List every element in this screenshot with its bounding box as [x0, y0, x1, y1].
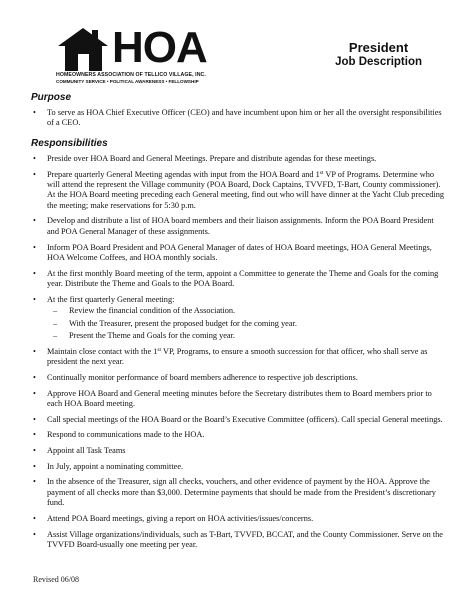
document-body	[33, 92, 447, 556]
responsibilities-list	[33, 154, 447, 551]
list-item: • At the first quarterly General meeting: – Review the financial condition of the Association. – With the Treasurer, present the proposed budget for the coming year. – Present the Theme and Goals for the coming year.	[33, 295, 447, 342]
list-item: • To serve as HOA Chief Executive Officer (CEO) and have incumbent upon him or her all the oversight responsibilities of a CEO.	[33, 108, 447, 129]
list-item: • Respond to communications made to the HOA.	[33, 430, 447, 440]
list-item: • Assist Village organizations/individuals, such as T-Bart, TVVFD, BCCAT, and the County Commissioner. Serve on the TVVFD Board-usually one meeting per year.	[33, 530, 447, 551]
list-item: • Preside over HOA Board and General Meetings. Prepare and distribute agendas for these meetings.	[33, 154, 447, 164]
title-block	[335, 40, 422, 69]
list-item: • Approve HOA Board and General meeting minutes before the Secretary distributes them to Board members prior to each HOA Board meeting.	[33, 389, 447, 410]
list-item: • Attend POA Board meetings, giving a report on HOA activities/issues/concerns.	[33, 514, 447, 524]
list-item: • Continually monitor performance of board members adherence to respective job descriptions.	[33, 373, 447, 383]
list-item: • Develop and distribute a list of HOA board members and their liaison assignments. Inform the POA Board President and POA General Manager of these assignments.	[33, 216, 447, 237]
purpose-list	[33, 108, 447, 129]
list-item: • In July, appoint a nominating committee.	[33, 462, 447, 472]
list-item: • Maintain close contact with the 1st VP, Programs, to ensure a smooth succession for that officer, who shall serve as president the next year.	[33, 347, 447, 368]
page-title: President	[348, 40, 409, 55]
sub-list	[47, 306, 447, 341]
list-item: • Inform POA Board President and POA General Manager of dates of HOA Board meetings, HOA General Meetings, HOA Welcome Coffees, and HOA monthly socials.	[33, 243, 447, 264]
hoa-logo	[56, 24, 216, 86]
logo-wordmark: HOA	[112, 23, 207, 72]
logo-org-name: HOMEOWNERS ASSOCIATION OF TELLICO VILLAGE, INC.	[56, 72, 206, 78]
revision-note: Revised 06/08	[33, 575, 79, 584]
page-subtitle: Job Description	[335, 56, 422, 68]
list-item: • Prepare quarterly General Meeting agendas with input from the HOA Board and 1st VP of Programs. Determine who will attend the represent the Village community (POA Board, Dock Captains, TVVFD, T-Bart, County commissioner). At the HOA Board meeting preceding each General meeting, find out who will have dinner at the Yacht Club preceding the meeting; make reservations for 5:30 p.m.	[33, 170, 447, 212]
list-item: • Appoint all Task Teams	[33, 446, 447, 456]
list-item: • At the first monthly Board meeting of the term, appoint a Committee to generate the Theme and Goals for the coming year. Distribute the Theme and Goals to the POA Board.	[33, 269, 447, 290]
list-item: • In the absence of the Treasurer, sign all checks, vouchers, and other evidence of payment by the HOA. Approve the payment of all checks more than $3,000. Determine payments that should be made from the President’s discretionary fund.	[33, 477, 447, 508]
list-item: • Call special meetings of the HOA Board or the Board’s Executive Committee (officers). Call special General meetings.	[33, 415, 447, 425]
logo-tagline: COMMUNITY SERVICE • POLITICAL AWARENESS • FELLOWSHIP	[56, 79, 199, 84]
responsibilities-heading: Responsibilities	[31, 137, 108, 149]
purpose-heading: Purpose	[31, 92, 72, 103]
house-icon	[56, 24, 112, 72]
sub-list-item: – Review the financial condition of the Association.	[47, 306, 447, 316]
sub-list-item: – With the Treasurer, present the proposed budget for the coming year.	[47, 319, 447, 329]
sub-list-item: – Present the Theme and Goals for the coming year.	[47, 331, 447, 341]
